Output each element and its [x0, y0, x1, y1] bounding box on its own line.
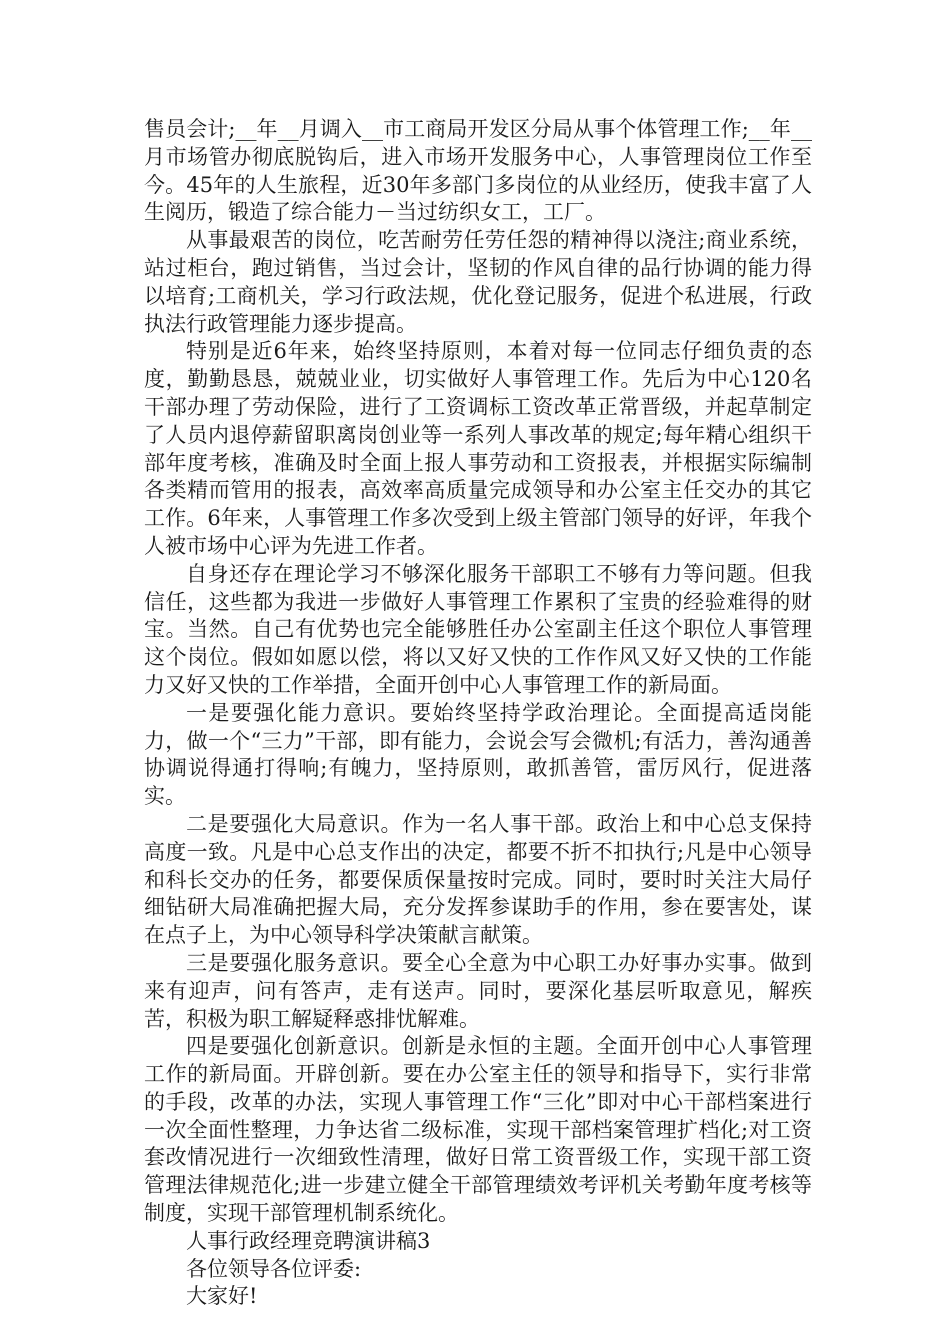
paragraph: 特别是近6年来，始终坚持原则，本着对每一位同志仔细负责的态度，勤勤恳恳，兢兢业业，切实做好人事管理工作。先后为中心120名干部办理了劳动保险，进行了工资调标工资改革正常晋级，并起草制定了人员内退停薪留职离岗创业等一系列人事改革的规定;每年精心组织干部年度考核，准确及时全面上报人事劳动和工资报表，并根据实际编制各类精而管用的报表，高效率高质量完成领导和办公室主任交办的其它工作。6年来，人事管理工作多次受到上级主管部门领导的好评，年我个人被市场中心评为先进工作者。 [144, 339, 812, 558]
paragraph: 四是要强化创新意识。创新是永恒的主题。全面开创中心人事管理工作的新局面。开辟创新。要在办公室主任的领导和指导下，实行非常的手段，改革的办法，实现人事管理工作“三化”即对中心干部档案进行一次全面性整理，力争达省二级标准，实现干部档案管理扩档化;对工资套改情况进行一次细致性清理，做好日常工资晋级工作，实现干部工资管理法律规范化;进一步建立健全干部管理绩效考评机关考勤年度考核等制度，实现干部管理机制系统化。 [144, 1034, 812, 1226]
paragraph: 二是要强化大局意识。作为一名人事干部。政治上和中心总支保持高度一致。凡是中心总支作出的决定，都要不折不扣执行;凡是中心领导和科长交办的任务，都要保质保量按时完成。同时，要时时关注大局仔细钻研大局准确把握大局，充分发挥参谋助手的作用，参在要害处，谋在点子上，为中心领导科学决策献言献策。 [144, 811, 812, 948]
section-title: 人事行政经理竞聘演讲稿3 [186, 1228, 431, 1253]
salutation: 各位领导各位评委: [186, 1256, 362, 1281]
paragraph: 售员会计;__年__月调入__市工商局开发区分局从事个体管理工作;__年__月市场管办彻底脱钩后，进入市场开发服务中心，人事管理岗位工作至今。45年的人生旅程，近30年多部门多岗位的从业经历，使我丰富了人生阅历，锻造了综合能力－当过纺织女工，工厂。 [144, 117, 812, 225]
greeting: 大家好! [186, 1284, 258, 1309]
paragraph: 一是要强化能力意识。要始终坚持学政治理论。全面提高适岗能力，做一个“三力”干部，即有能力，会说会写会微机;有活力，善沟通善协调说得通打得响;有魄力，坚持原则，敢抓善管，雷厉风行，促进落实。 [144, 700, 812, 809]
paragraph: 从事最艰苦的岗位，吃苦耐劳任劳任怨的精神得以浇注;商业系统，站过柜台，跑过销售，当过会计，坚韧的作风自律的品行协调的能力得以培育;工商机关，学习行政法规，优化登记服务，促进个私进展，行政执法行政管理能力逐步提高。 [144, 228, 812, 336]
paragraph: 自身还存在理论学习不够深化服务干部职工不够有力等问题。但我信任，这些都为我进一步做好人事管理工作累积了宝贵的经验难得的财宝。当然。自己有优势也完全能够胜任办公室副主任这个职位人事管理这个岗位。假如如愿以偿，将以又好又快的工作作风又好又快的工作能力又好又快的工作举措，全面开创中心人事管理工作的新局面。 [144, 561, 812, 697]
document-body [144, 116, 812, 1311]
paragraph: 三是要强化服务意识。要全心全意为中心职工办好事办实事。做到来有迎声，问有答声，走有送声。同时，要深化基层听取意见，解疾苦，积极为职工解疑释惑排忧解难。 [144, 950, 812, 1031]
